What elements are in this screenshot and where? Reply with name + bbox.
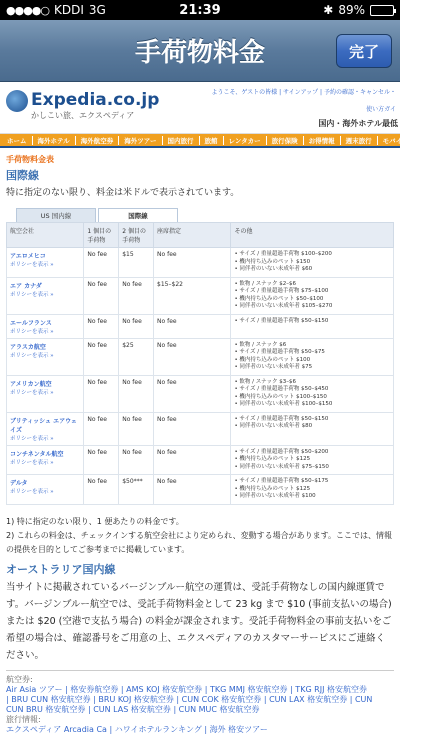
site-nav-item[interactable]: 海外ホテル xyxy=(33,136,76,145)
table-row xyxy=(7,314,394,338)
site-nav-item[interactable]: 旅 xyxy=(415,136,432,145)
second-bag-cell: $25 xyxy=(119,338,154,375)
site-nav-item[interactable]: モバイル xyxy=(378,136,415,145)
status-left xyxy=(6,3,106,17)
other-fee-item: • 飲物 / スナック $2–$6 xyxy=(234,280,297,287)
table-row xyxy=(7,445,394,475)
airline-link[interactable]: アラスカ航空 xyxy=(10,343,46,351)
breadcrumb: 手荷物料金表 xyxy=(6,155,54,164)
airline-link[interactable]: エア カナダ xyxy=(10,282,42,290)
first-bag-cell: No fee xyxy=(84,445,119,475)
policy-link[interactable]: ポリシーを表示 » xyxy=(10,262,54,268)
other-cell xyxy=(231,277,394,314)
first-bag-cell: No fee xyxy=(84,248,119,278)
table-row xyxy=(7,375,394,412)
seat-cell: No fee xyxy=(154,412,231,445)
footnote-1: 1) 特に指定のない限り、1 便あたりの料金です。 xyxy=(6,516,184,526)
col-airline: 航空会社 xyxy=(7,223,84,248)
seat-cell: No fee xyxy=(154,445,231,475)
site-nav xyxy=(0,134,427,148)
footnote-2: 2) これらの料金は、チェックインする航空会社により定められ、変動する場合があります。ここでは、情報の提供を目的としてご参考までに掲載しています。 xyxy=(6,530,392,554)
logo-tagline: かしこい旅、エクスペディア xyxy=(31,111,135,120)
logo-text: Expedia.co.jp xyxy=(31,90,160,110)
other-fee-item: • 飲物 / スナック $3–$6 xyxy=(234,378,297,385)
route-tabs xyxy=(6,208,394,222)
seat-cell: No fee xyxy=(154,475,231,505)
table-row xyxy=(7,338,394,375)
other-fee-item: • 同伴者のいない未成年者 $75–$150 xyxy=(234,463,329,470)
intro-text: 特に指定のない限り、料金は米ドルで表示されています。 xyxy=(6,188,240,198)
first-bag-cell: No fee xyxy=(84,375,119,412)
battery-percent: 89% xyxy=(338,3,365,17)
policy-link[interactable]: ポリシーを表示 » xyxy=(10,459,54,466)
other-fee-item: • サイズ / 重量超過手荷物 $50–$200 xyxy=(234,448,329,455)
airline-cell xyxy=(7,248,84,278)
network-type: 3G xyxy=(88,3,106,17)
other-fee-item: • サイズ / 重量超過手荷物 $50–$150 xyxy=(234,317,329,324)
first-bag-cell: No fee xyxy=(84,277,119,314)
seat-cell: No fee xyxy=(154,314,231,338)
other-fee-item: • サイズ / 重量超過手荷物 $50–$175 xyxy=(234,478,329,484)
other-fee-item: • 同伴者のいない未成年者 $100–$150 xyxy=(234,401,333,407)
first-bag-cell: No fee xyxy=(84,475,119,505)
other-fee-item: • 機内持ち込みのペット $125 xyxy=(234,456,311,462)
baggage-fee-table xyxy=(6,222,394,505)
seat-cell: $15–$22 xyxy=(154,277,231,314)
other-fee-item: • 同伴者のいない未成年者 $75 xyxy=(234,364,313,370)
airline-link[interactable]: エールフランス xyxy=(10,319,52,327)
site-nav-item[interactable]: ホーム xyxy=(2,136,33,145)
col-second-bag: 2 個目の手荷物 xyxy=(119,223,154,248)
seat-cell: No fee xyxy=(154,375,231,412)
table-row xyxy=(7,248,394,278)
heading-australia: オーストラリア国内線 xyxy=(6,562,116,576)
col-first-bag: 1 個目の手荷物 xyxy=(84,223,119,248)
nav-title: 手荷物料金 xyxy=(134,38,265,68)
airline-link[interactable]: アメリカン航空 xyxy=(10,380,52,388)
other-fee-item: • 機内持ち込みのペット $50–$100 xyxy=(234,295,324,302)
airline-link[interactable]: コンチネンタル航空 xyxy=(10,450,64,458)
policy-link[interactable]: ポリシーを表示 » xyxy=(10,291,54,298)
other-fee-item: • サイズ / 重量超過手荷物 $75–$100 xyxy=(234,288,329,294)
site-nav-item[interactable]: 国内旅行 xyxy=(163,136,200,145)
policy-link[interactable]: ポリシーを表示 » xyxy=(10,328,54,335)
table-row xyxy=(7,475,394,505)
other-fee-item: • 機内持ち込みのペット $100 xyxy=(234,356,311,363)
airline-cell xyxy=(7,338,84,375)
airline-link[interactable]: アエロメヒコ xyxy=(10,253,46,260)
site-nav-item[interactable]: 週末旅行 xyxy=(341,136,378,145)
other-cell xyxy=(231,445,394,475)
tab-international[interactable]: 国際線 xyxy=(98,208,178,222)
site-nav-item[interactable]: 旅館 xyxy=(200,136,224,145)
navigation-bar xyxy=(0,20,400,82)
guide-link[interactable]: 使い方ガイ xyxy=(366,106,396,113)
seat-cell: No fee xyxy=(154,248,231,278)
footnotes xyxy=(6,515,394,557)
heading-international: 国際線 xyxy=(6,169,39,182)
seat-cell: No fee xyxy=(154,338,231,375)
travel-label: 旅行情報: xyxy=(6,714,41,724)
site-nav-item[interactable]: レンタカー xyxy=(224,136,267,145)
policy-link[interactable]: ポリシーを表示 » xyxy=(10,389,54,396)
table-row xyxy=(7,412,394,445)
air-links-line-3[interactable]: CUN BRU 格安航空券 | CUN LAS 格安航空券 | CUN MUC 格安航空券 xyxy=(6,704,260,714)
table-row xyxy=(7,277,394,314)
other-fee-item: • サイズ / 重量超過手荷物 $100–$200 xyxy=(234,251,332,257)
signal-strength-icon: ●●●●○ xyxy=(6,3,49,17)
col-seat: 座席指定 xyxy=(154,223,231,248)
other-fee-item: • サイズ / 重量超過手荷物 $50–$150 xyxy=(234,415,329,422)
col-other: その他 xyxy=(231,223,394,248)
air-label: 航空券: xyxy=(6,674,33,684)
carrier-name: KDDI xyxy=(54,3,84,17)
expedia-logo[interactable] xyxy=(6,90,159,121)
travel-links[interactable]: エクスペディア Arcadia Ca | ハワイホテルランキング | 海外 格安ツアー xyxy=(6,724,268,734)
second-bag-cell: No fee xyxy=(119,445,154,475)
other-cell xyxy=(231,314,394,338)
other-cell xyxy=(231,412,394,445)
other-fee-item: • サイズ / 重量超過手荷物 $50–$450 xyxy=(234,386,329,392)
tab-us-domestic[interactable]: US 国内線 xyxy=(16,208,96,222)
battery-icon xyxy=(370,5,394,16)
other-fee-item: • 飲物 / スナック $6 xyxy=(234,341,287,348)
policy-link[interactable]: ポリシーを表示 » xyxy=(10,489,54,495)
done-button[interactable]: 完了 xyxy=(336,34,392,68)
airline-cell xyxy=(7,375,84,412)
airline-link[interactable]: デルタ xyxy=(10,480,28,487)
site-nav-item[interactable]: 海外航空券 xyxy=(76,136,120,145)
other-fee-item: • 同伴者のいない未成年者 $60 xyxy=(234,266,313,272)
other-cell xyxy=(231,338,394,375)
other-fee-item: • 機内持ち込みのペット $150 xyxy=(234,258,311,265)
airline-cell xyxy=(7,277,84,314)
second-bag-cell: No fee xyxy=(119,314,154,338)
second-bag-cell: $15 xyxy=(119,248,154,278)
other-fee-item: • 同伴者のいない未成年者 $105–$270 xyxy=(234,303,333,309)
other-fee-item: • 機内持ち込みのペット $100–$150 xyxy=(234,393,327,400)
airline-link[interactable]: ブリティッシュ エアウェイズ xyxy=(10,417,77,434)
policy-link[interactable]: ポリシーを表示 » xyxy=(10,352,54,359)
airline-cell xyxy=(7,412,84,445)
bluetooth-icon: ✱ xyxy=(323,3,334,17)
expedia-header xyxy=(0,82,400,134)
australia-text: 当サイトに掲載されているバージンブルー航空の運賃は、受託手荷物なしの国内線運賃です。バージンブルー航空では、受託手荷物料金として 23 kg まで $10 (事前支払いの場合) または $20 (空港で支払う場合) の料金が課金されます。受託手荷物料金の事前支払いをご希望の場合は、確認番号をご用意の上、エクスペディアのカスタマーサービスにご連絡ください。 xyxy=(6,581,392,661)
other-fee-item: • 同伴者のいない未成年者 $100 xyxy=(234,493,316,499)
airline-cell xyxy=(7,475,84,505)
second-bag-cell: No fee xyxy=(119,375,154,412)
second-bag-cell: No fee xyxy=(119,412,154,445)
footer-links xyxy=(6,670,394,735)
globe-icon xyxy=(6,90,28,112)
status-right xyxy=(323,3,394,17)
airline-cell xyxy=(7,445,84,475)
first-bag-cell: No fee xyxy=(84,338,119,375)
first-bag-cell: No fee xyxy=(84,412,119,445)
other-cell xyxy=(231,248,394,278)
page-content xyxy=(0,148,400,735)
table-header-row xyxy=(7,223,394,248)
other-fee-item: • サイズ / 重量超過手荷物 $50–$75 xyxy=(234,349,325,355)
other-fee-item: • 同伴者のいない未成年者 $80 xyxy=(234,423,313,429)
air-links-line-2[interactable]: | BRU CUN 格安航空券 | BRU KOJ 格安航空券 | CUN COK 格安航空券 | CUN LAX 格安航空券 | CUN xyxy=(6,694,373,704)
account-links[interactable]: ようこそ、ゲストの皆様 | サインアップ | 予約の確認・キャンセル・ xyxy=(211,89,396,96)
hotel-promo-title: 国内・海外ホテル最低 xyxy=(318,119,398,128)
site-nav-item[interactable]: 海外ツアー xyxy=(119,136,162,145)
airline-cell xyxy=(7,314,84,338)
second-bag-cell: No fee xyxy=(119,277,154,314)
other-cell xyxy=(231,475,394,505)
status-time: 21:39 xyxy=(179,2,221,18)
second-bag-cell: $50*** xyxy=(119,475,154,505)
other-cell xyxy=(231,375,394,412)
other-fee-item: • 機内持ち込みのペット $125 xyxy=(234,485,311,492)
status-bar xyxy=(0,0,400,20)
first-bag-cell: No fee xyxy=(84,314,119,338)
policy-link[interactable]: ポリシーを表示 » xyxy=(10,435,54,442)
air-links-line-1[interactable]: Air Asia ツアー | 格安券航空券 | AMS KOJ 格安航空券 | TKG MMJ 格安航空券 | TKG RJJ 格安航空券 xyxy=(6,684,367,694)
site-nav-item[interactable]: お得情報 xyxy=(304,136,341,145)
site-nav-item[interactable]: 旅行保険 xyxy=(267,136,304,145)
